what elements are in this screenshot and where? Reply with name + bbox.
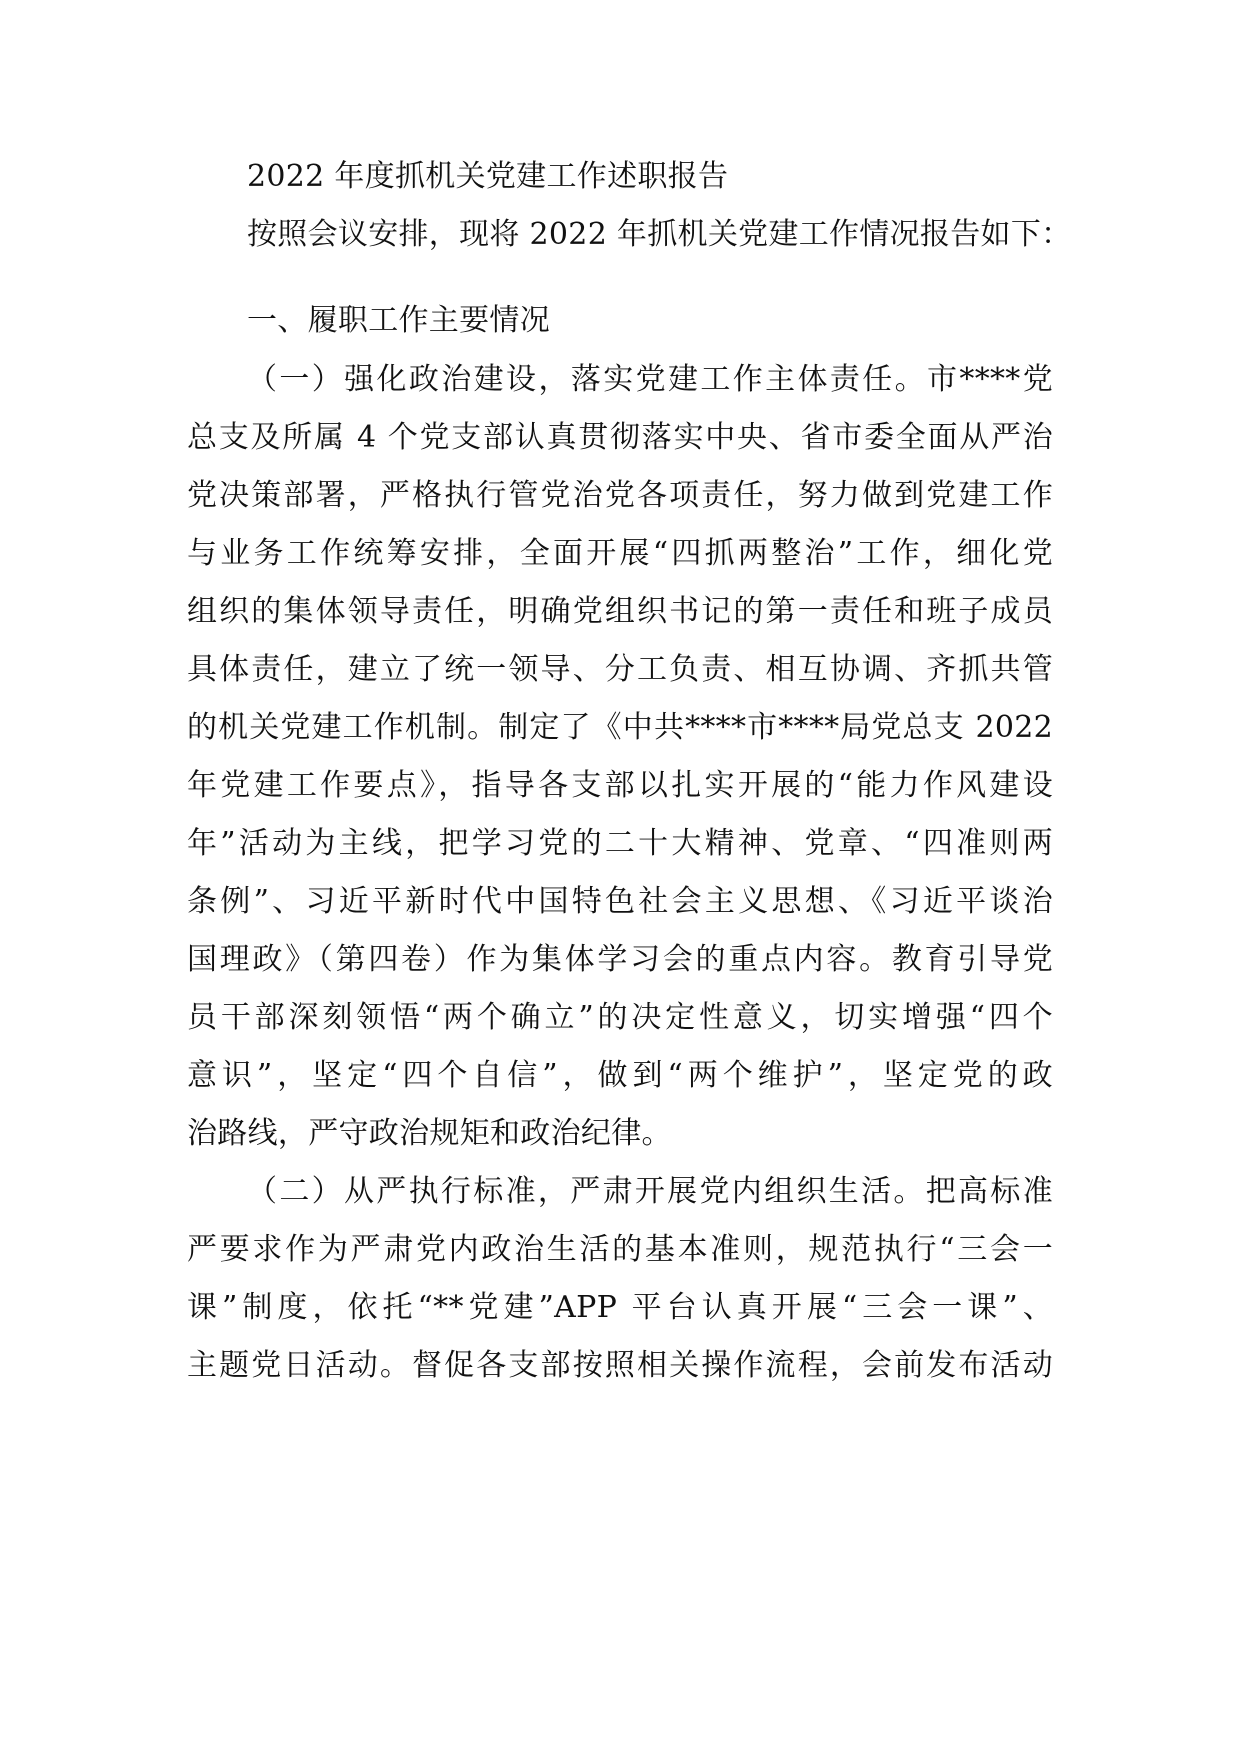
paragraph-1-line: 意识”，坚定“四个自信”，做到“两个维护”，坚定党的政 xyxy=(187,1058,1053,1093)
paragraph-2-line: 严要求作为严肃党内政治生活的基本准则，规范执行“三会一 xyxy=(187,1232,1053,1267)
paragraph-1-line: 年党建工作要点》，指导各支部以扎实开展的“能力作风建设 xyxy=(187,768,1053,803)
paragraph-2-line: 课”制度，依托“**党建”APP 平台认真开展“三会一课”、 xyxy=(187,1290,1053,1325)
paragraph-1-line: （一）强化政治建设，落实党建工作主体责任。市****党 xyxy=(247,362,1053,397)
paragraph-1-line: 员干部深刻领悟“两个确立”的决定性意义，切实增强“四个 xyxy=(187,1000,1053,1035)
paragraph-1-line: 年”活动为主线，把学习党的二十大精神、党章、“四准则两 xyxy=(187,826,1053,861)
paragraph-1-line: 条例”、习近平新时代中国特色社会主义思想、《习近平谈治 xyxy=(187,884,1053,919)
paragraph-1-line: 党决策部署，严格执行管党治党各项责任，努力做到党建工作 xyxy=(187,478,1053,513)
intro-paragraph: 按照会议安排，现将 2022 年抓机关党建工作情况报告如下： xyxy=(247,217,1072,252)
paragraph-1-line: 组织的集体领导责任，明确党组织书记的第一责任和班子成员 xyxy=(187,594,1053,629)
paragraph-1-line: 具体责任，建立了统一领导、分工负责、相互协调、齐抓共管 xyxy=(187,652,1053,687)
paragraph-1-line: 总支及所属 4 个党支部认真贯彻落实中央、省市委全面从严治 xyxy=(187,420,1053,455)
section-heading: 一、履职工作主要情况 xyxy=(247,303,550,338)
paragraph-2-line: 主题党日活动。督促各支部按照相关操作流程，会前发布活动 xyxy=(187,1348,1053,1383)
paragraph-2-line: （二）从严执行标准，严肃开展党内组织生活。把高标准 xyxy=(247,1174,1053,1209)
paragraph-1-line: 与业务工作统筹安排，全面开展“四抓两整治”工作，细化党 xyxy=(187,536,1053,571)
paragraph-1-line: 的机关党建工作机制。制定了《中共****市****局党总支 2022 xyxy=(187,710,1053,745)
paragraph-1-line: 治路线，严守政治规矩和政治纪律。 xyxy=(187,1116,672,1151)
document-title: 2022 年度抓机关党建工作述职报告 xyxy=(247,159,729,194)
paragraph-1-line: 国理政》（第四卷）作为集体学习会的重点内容。教育引导党 xyxy=(187,942,1053,977)
